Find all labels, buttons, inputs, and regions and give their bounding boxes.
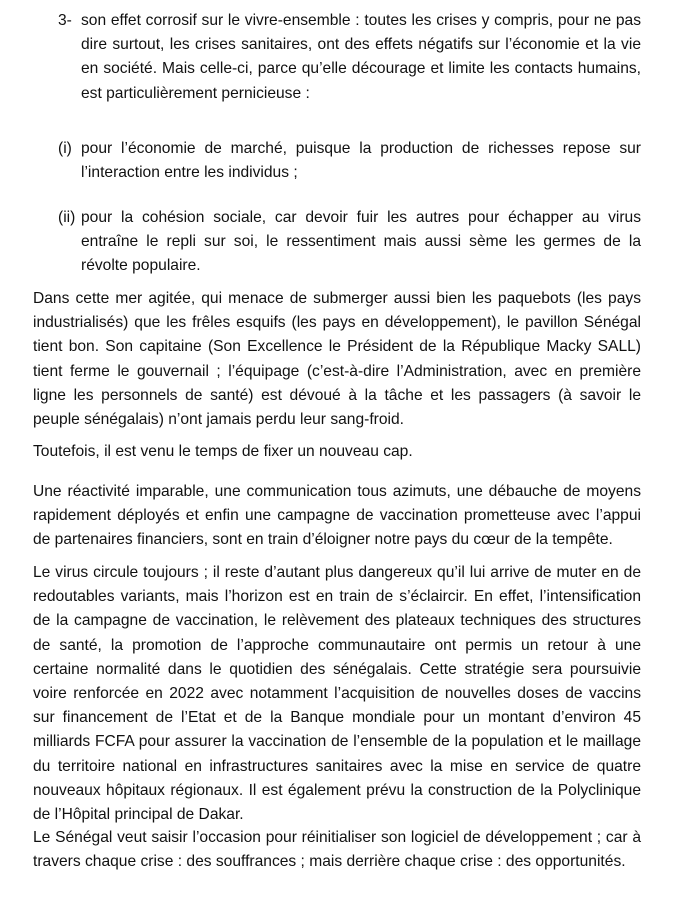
paragraph-new-course: Toutefois, il est venu le temps de fixer un nouveau cap. [33,443,413,460]
list-marker-ii: (ii) [58,209,76,226]
paragraph-opportunities: Le Sénégal veut saisir l’occasion pour réinitialiser son logiciel de développement ; car à travers chaque crise : des souffrances ; mais derrière chaque crise : des opportunités. [33,829,641,871]
sub-item-i: pour l’économie de marché, puisque la production de richesses repose sur l’interaction entre les individus ; [81,140,641,182]
list-marker-i: (i) [58,140,72,157]
list-item-3: son effet corrosif sur le vivre-ensemble : toutes les crises y compris, pour ne pas dire surtout, les crises sanitaires, ont des effets négatifs sur l’économie et la vie en société. Mais celle-ci, parce qu’elle décourage et limite les contacts humains, est particulièrement pernicieuse : [81,12,641,102]
paragraph-reactivity: Une réactivité imparable, une communication tous azimuts, une débauche de moyens rapidement déployés et enfin une campagne de vaccination prometteuse avec l’appui de partenaires financiers, sont en train d’éloigner notre pays du cœur de la tempête. [33,483,641,549]
list-marker-3: 3- [58,12,72,29]
paragraph-senegal-holds: Dans cette mer agitée, qui menace de submerger aussi bien les paquebots (les pays industrialisés) que les frêles esquifs (les pays en développement), le pavillon Sénégal tient bon. Son capitaine (Son Excellence le Président de la République Macky SALL) tient ferme le gouvernail ; l’équipage (c’est-à-dire l’Administration, avec en première ligne les personnels de santé) est dévoué à la tâche et les passagers (à savoir le peuple sénégalais) n’ont jamais perdu leur sang-froid. [33,290,641,429]
sub-item-ii: pour la cohésion sociale, car devoir fuir les autres pour échapper au virus entraîne le repli sur soi, le ressentiment mais aussi sème les germes de la révolte populaire. [81,209,641,275]
paragraph-virus-vaccination: Le virus circule toujours ; il reste d’autant plus dangereux qu’il lui arrive de muter en de redoutables variants, mais l’horizon est en train de s’éclaircir. En effet, l’intensification de la campagne de vaccination, le relèvement des plateaux techniques des structures de santé, la promotion de l’approche communautaire ont permis un retour à une certaine normalité dans le quotidien des sénégalais. Cette stratégie sera poursuivie voire renforcée en 2022 avec notamment l’acquisition de nouvelles doses de vaccins sur financement de l’Etat et de la Banque mondiale pour un montant d’environ 45 milliards FCFA pour assurer la vaccination de l’ensemble de la population et le maillage du territoire national en infrastructures sanitaires avec la mise en service de quatre nouveaux hôpitaux régionaux. Il est également prévu la construction de la Polyclinique de l’Hôpital principal de Dakar. [33,564,641,824]
